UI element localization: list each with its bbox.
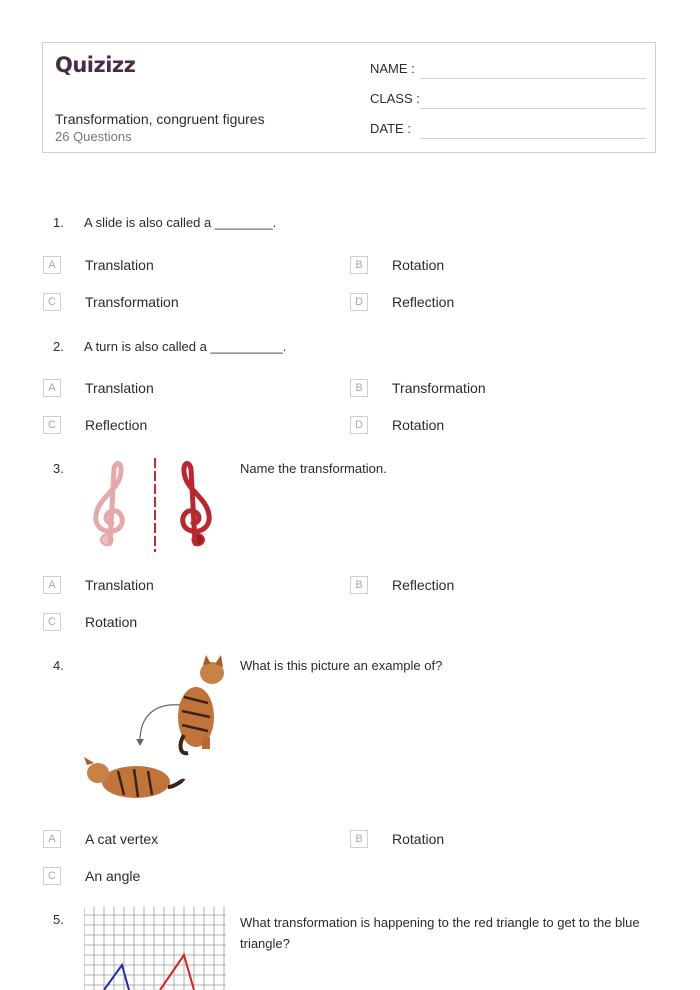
- q2-option-a-text: Translation: [85, 380, 154, 396]
- q3-option-a-text: Translation: [85, 577, 154, 593]
- q4-option-c-box[interactable]: C: [43, 867, 61, 885]
- q1-option-c-text: Transformation: [85, 294, 179, 310]
- q1-option-d-box[interactable]: D: [350, 293, 368, 311]
- name-label: NAME :: [370, 61, 415, 76]
- name-line[interactable]: [420, 78, 646, 79]
- q3-option-a-box[interactable]: A: [43, 576, 61, 594]
- question-2-text: A turn is also called a __________.: [84, 339, 287, 354]
- q1-option-d-text: Reflection: [392, 294, 455, 310]
- question-5-text: What transformation is happening to the red triangle to get to the blue triangle?: [240, 915, 640, 951]
- date-label: DATE :: [370, 121, 411, 136]
- q2-option-d-box[interactable]: D: [350, 416, 368, 434]
- q2-option-c-text: Reflection: [85, 417, 148, 433]
- faded-treble-clef-icon: [96, 463, 122, 545]
- q1-option-a-text: Translation: [85, 257, 154, 273]
- rotated-cat-icon: [84, 757, 184, 798]
- question-2-number: 2.: [53, 339, 64, 354]
- rotation-arrow: [140, 705, 180, 741]
- q3-option-c-text: Rotation: [85, 614, 138, 630]
- q4-option-b-box[interactable]: B: [350, 830, 368, 848]
- q3-option-b-text: Reflection: [392, 577, 455, 593]
- q1-option-b-text: Rotation: [392, 257, 445, 273]
- treble-clef-icon: [183, 463, 209, 545]
- arrow-head-icon: [136, 739, 144, 746]
- date-line[interactable]: [420, 138, 646, 139]
- graph-grid: [84, 907, 226, 990]
- q3-option-c-box[interactable]: C: [43, 613, 61, 631]
- question-count: 26 Questions: [55, 129, 132, 144]
- question-5-number: 5.: [53, 912, 64, 927]
- question-4-text: What is this picture an example of?: [240, 658, 443, 673]
- worksheet-title: Transformation, congruent figures: [55, 111, 265, 127]
- sitting-cat-icon: [178, 655, 224, 753]
- q3-option-b-box[interactable]: B: [350, 576, 368, 594]
- quizizz-logo: Quizizz: [55, 53, 136, 77]
- question-3-number: 3.: [53, 461, 64, 476]
- question-4-number: 4.: [53, 658, 64, 673]
- q2-option-b-text: Transformation: [392, 380, 486, 396]
- q2-option-c-box[interactable]: C: [43, 416, 61, 434]
- class-line[interactable]: [420, 108, 646, 109]
- class-label: CLASS :: [370, 91, 420, 106]
- q4-option-c-text: An angle: [85, 868, 141, 884]
- q4-option-a-text: A cat vertex: [85, 831, 159, 847]
- q2-option-a-box[interactable]: A: [43, 379, 61, 397]
- q2-option-d-text: Rotation: [392, 417, 445, 433]
- q4-option-b-text: Rotation: [392, 831, 445, 847]
- worksheet-header: [42, 42, 656, 153]
- question-1-number: 1.: [53, 215, 64, 230]
- q1-option-c-box[interactable]: C: [43, 293, 61, 311]
- question-1-text: A slide is also called a ________.: [84, 215, 277, 230]
- question-3-text: Name the transformation.: [240, 461, 387, 476]
- q4-option-a-box[interactable]: A: [43, 830, 61, 848]
- q1-option-b-box[interactable]: B: [350, 256, 368, 274]
- cat-rotation-image: [84, 655, 229, 810]
- q1-option-a-box[interactable]: A: [43, 256, 61, 274]
- treble-clef-reflection-image: [84, 455, 229, 555]
- q2-option-b-box[interactable]: B: [350, 379, 368, 397]
- blue-triangle: [104, 965, 129, 990]
- triangle-grid-image: [84, 907, 226, 990]
